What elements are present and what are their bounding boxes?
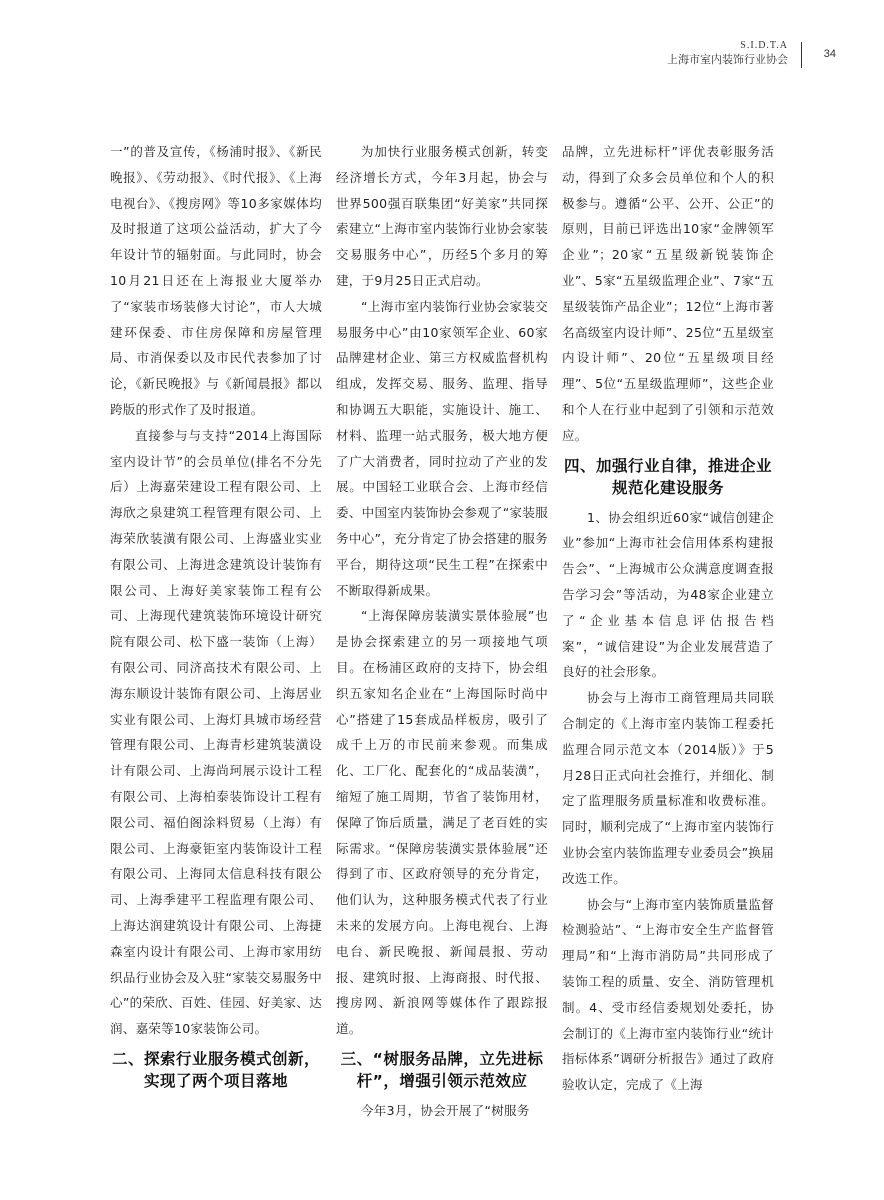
header-org-block	[667, 40, 788, 67]
body-paragraph: 直接参与与支持“2014上海国际室内设计节”的会员单位(排名不分先后）上海嘉荣建设工程有限公司、上海欣之泉建筑工程管理有限公司、上海荣欣装潢有限公司、上海盛业实业有限公司、上海进念建筑设计装饰有限公司、上海好美家装饰工程有公司、上海现代建筑装饰环境设计研究院有限公司、松下盛一装饰（上海）有限公司、同济高技术有限公司、上海东顺设计装饰有限公司、上海居业实业有限公司、上海灯具城市场经营管理有限公司、上海青杉建筑装潢设计有限公司、上海尚珂展示设计工程有限公司、上海柏泰装饰设计工程有限公司、福伯阁涂料贸易（上海）有限公司、上海豪钜室内装饰设计工程有限公司、上海同太信息科技有限公司、上海季建平工程监理有限公司、上海达润建筑设计有限公司、上海捷森室内设计有限公司、上海市家用纺织品行业协会及入驻“家装交易服务中心”的荣欣、百姓、佳园、好美家、达润、嘉荣等10家装饰公司。	[110, 427, 322, 1037]
body-paragraph: 1、协会组织近60家“诚信创建企业”参加“上海市社会信用体系构建报告会”、“上海城市公众满意度调查报告学习会”等活动，为48家企业建立了“企业基本信息评估报告档案”，“诚信建设”为企业发展营造了良好的社会形象。	[562, 509, 774, 680]
text-column-3	[562, 139, 774, 1098]
header-divider	[801, 42, 802, 68]
body-paragraph: 一”的普及宣传，《杨浦时报》、《新民晚报》、《劳动报》、《时代报》、《上海电视台》、《搜房网》等10多家媒体均及时报道了这项公益活动，扩大了今年设计节的辐射面。与此同时，协会10月21日还在上海报业大厦举办了“家装市场装修大讨论”，市人大城建环保委、市住房保障和房屋管理局、市消保委以及市民代表参加了讨论，《新民晚报》与《新闻晨报》都以跨版的形式作了及时报道。	[110, 144, 322, 417]
body-paragraph: “上海市室内装饰行业协会家装交易服务中心”由10家领军企业、60家品牌建材企业、第三方权威监督机构组成，发挥交易、服务、监理、指导和协调五大职能，实施设计、施工、材料、监理一站式服务，极大地方便了广大消费者，同时拉动了产业的发展。中国轻工业联合会、上海市经信委、中国室内装饰协会参观了“家装服务中心”，充分肯定了协会搭建的服务平台，期待这项“民生工程”在探索中不断取得新成果。	[336, 298, 548, 598]
page-number: 34	[823, 48, 836, 60]
section-heading: 二、探索行业服务模式创新，实现了两个项目落地	[111, 1049, 320, 1090]
text-column-2	[336, 139, 548, 1124]
body-paragraph: “上海保障房装潢实景体验展”也是协会探索建立的另一项接地气项目。在杨浦区政府的支持下，协会组织五家知名企业在“上海国际时尚中心”搭建了15套成品样板房，吸引了成千上万的市民前来参观。而集成化、工厂化、配套化的“成品装潢”，缩短了施工周期，节省了装饰用材，保障了饰后质量，满足了老百姓的实际需求。“保障房装潢实景体验展”还得到了市、区政府领导的充分肯定，他们认为，这种服务模式代表了行业未来的发展方向。上海电视台、上海电台、新民晚报、新闻晨报、劳动报、建筑时报、上海商报、时代报、搜房网、新浪网等媒体作了跟踪报道。	[336, 608, 548, 1037]
body-paragraph: 协会与上海市工商管理局共同联合制定的《上海市室内装饰工程委托监理合同示范文本（2014版）》于5月28日正式向社会推行，并细化、制定了监理服务质量标准和收费标准。同时，顺利完成了“上海市室内装饰行业协会室内装饰监理专业委员会”换届改选工作。	[562, 690, 774, 886]
body-paragraph: 协会与“上海市室内装饰质量监督检测验站”、“上海市安全生产监督管理局”和“上海市消防局”共同形成了装饰工程的质量、安全、消防管理机制。4、受市经信委规划处委托，协会制订的《上海市室内装饰行业“统计指标体系”调研分析报告》通过了政府验收认定，完成了《上海	[562, 896, 774, 1093]
text-column-1	[110, 139, 322, 1098]
body-paragraph: 今年3月，协会开展了“树服务	[361, 1102, 530, 1118]
body-paragraph: 为加快行业服务模式创新，转变经济增长方式，今年3月起，协会与世界500强百联集团“好美家”共同探索建立“上海市室内装饰行业协会家装交易服务中心”，历经5个多月的筹建，于9月25日正式启动。	[336, 144, 548, 288]
header-org-abbreviation: S.I.D.T.A	[740, 40, 788, 51]
section-heading: 四、加强行业自律，推进企业规范化建设服务	[563, 456, 772, 497]
body-paragraph: 品牌，立先进标杆”评优表彰服务活动，得到了众多会员单位和个人的积极参与。遵循“公平、公开、公正”的原则，目前已评选出10家“金牌领军企业”；20家“五星级新锐装饰企业”、5家“五星级监理企业”、7家“五星级装饰产品企业”；12位“上海市著名高级室内设计师”、25位“五星级室内设计师”、20位“五星级项目经理”、5位“五星级监理师”，这些企业和个人在行业中起到了引领和示范效应。	[562, 144, 774, 443]
section-heading: 三、“树服务品牌，立先进标杆”，增强引领示范效应	[340, 1049, 544, 1090]
header-org-name: 上海市室内装饰行业协会	[667, 53, 788, 66]
